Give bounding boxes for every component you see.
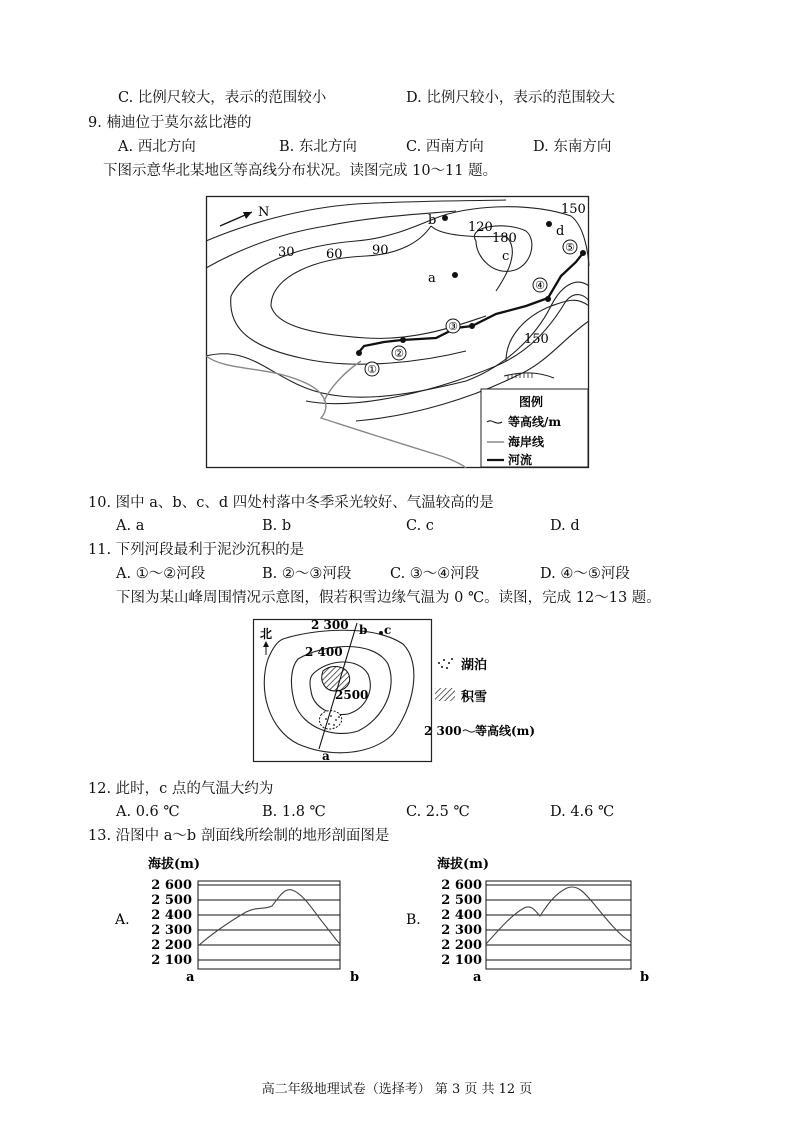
q12-option-d: D. 4.6 ℃: [550, 804, 615, 820]
profile-a-tick-2200: 2 200: [151, 938, 192, 953]
contour-2400: 2 400: [305, 645, 343, 659]
contour-label-120: 120: [468, 220, 493, 235]
profile-a-tick-2100: 2 100: [151, 953, 192, 968]
legend-lake: 湖泊: [461, 658, 488, 673]
q11-option-a: A. ①～②河段: [116, 566, 206, 582]
q12-stem: 12. 此时，c 点的气温大约为: [88, 781, 274, 797]
segment-label-5: ⑤: [565, 241, 575, 254]
contour-label-150-bottom: 150: [524, 332, 549, 347]
page-footer: 高二年级地理试卷（选择考） 第 3 页 共 12 页: [261, 1082, 533, 1097]
profile-b-tick-2400: 2 400: [441, 908, 482, 923]
north-label: N: [258, 205, 270, 220]
q9-option-d: D. 东南方向: [533, 139, 612, 155]
contour-label-180: 180: [492, 231, 517, 246]
contour-label-30: 30: [278, 245, 295, 260]
profile-chart-b: [402, 852, 648, 987]
point-label-b: b: [428, 213, 437, 228]
point-label-d: d: [556, 224, 565, 239]
q8-option-c: C. 比例尺较大，表示的范围较小: [118, 90, 327, 106]
q13-stem: 13. 沿图中 a～b 剖面线所绘制的地形剖面图是: [88, 828, 390, 844]
point-a: a: [322, 749, 330, 763]
q10-option-c: C. c: [406, 518, 434, 534]
profile-b-right: b: [640, 970, 650, 985]
profile-b-tick-2100: 2 100: [441, 953, 482, 968]
point-b: b: [359, 623, 368, 637]
q9-stem: 9. 楠迪位于莫尔兹比港的: [88, 115, 252, 131]
legend-contour: 等高线/m: [508, 415, 562, 429]
legend-contour-number: 2 300: [424, 724, 462, 738]
profile-a-tick-2500: 2 500: [151, 893, 192, 908]
legend-title: 图例: [519, 395, 544, 409]
profile-a-tick-2300: 2 300: [151, 923, 192, 938]
north-label-2: 北: [260, 627, 273, 641]
peak-map-2: [253, 619, 433, 763]
segment-label-2: ②: [394, 347, 404, 360]
legend-snow: 积雪: [461, 690, 488, 705]
legend-river: 河流: [508, 453, 533, 467]
q11-option-b: B. ②～③河段: [262, 566, 352, 582]
legend-coastline: 海岸线: [508, 435, 545, 449]
profile-a-right: b: [350, 970, 360, 985]
profile-b-ylabel: 海拔(m): [437, 857, 490, 872]
q9-option-a: A. 西北方向: [118, 139, 196, 155]
profile-b-left: a: [473, 970, 482, 985]
q10-option-a: A. a: [116, 518, 145, 534]
q11-stem: 11. 下列河段最利于泥沙沉积的是: [88, 542, 305, 558]
profile-chart-a: [114, 852, 360, 987]
contour-2300: 2 300: [311, 618, 349, 632]
q11-option-d: D. ④～⑤河段: [540, 566, 630, 582]
q9-option-b: B. 东北方向: [279, 139, 357, 155]
q10-stem: 10. 图中 a、b、c、d 四处村落中冬季采光较好、气温较高的是: [88, 495, 494, 511]
profile-b-option: B.: [406, 912, 421, 928]
intro-12-13: 下图为某山峰周围情况示意图，假若积雪边缘气温为 0 ℃。读图，完成 12～13 题。: [116, 590, 661, 606]
profile-b-tick-2500: 2 500: [441, 893, 482, 908]
contour-map-1: [206, 196, 590, 469]
q9-option-c: C. 西南方向: [406, 139, 484, 155]
contour-label-60: 60: [326, 247, 343, 262]
profile-a-ylabel: 海拔(m): [148, 857, 201, 872]
profile-a-tick-2600: 2 600: [151, 878, 192, 893]
point-label-c: c: [502, 249, 510, 264]
point-c: c: [384, 623, 392, 637]
segment-label-4: ④: [535, 279, 545, 292]
q8-option-d: D. 比例尺较小，表示的范围较大: [406, 90, 615, 106]
q12-option-c: C. 2.5 ℃: [406, 804, 470, 820]
contour-2500: 2500: [335, 688, 369, 702]
q10-option-b: B. b: [262, 518, 292, 534]
q12-option-a: A. 0.6 ℃: [116, 804, 180, 820]
q12-option-b: B. 1.8 ℃: [262, 804, 326, 820]
profile-b-tick-2300: 2 300: [441, 923, 482, 938]
profile-a-option: A.: [115, 912, 130, 928]
profile-a-tick-2400: 2 400: [151, 908, 192, 923]
contour-label-90: 90: [372, 243, 389, 258]
q11-option-c: C. ③～④河段: [390, 566, 480, 582]
profile-b-tick-2600: 2 600: [441, 878, 482, 893]
point-label-a: a: [428, 271, 436, 286]
contour-label-150-top: 150: [561, 202, 586, 217]
legend-contour-unit: 等高线(m): [475, 724, 536, 738]
q10-option-d: D. d: [550, 518, 580, 534]
segment-label-1: ①: [367, 363, 377, 376]
profile-b-tick-2200: 2 200: [441, 938, 482, 953]
map2-legend: [424, 650, 553, 745]
segment-label-3: ③: [448, 320, 458, 333]
profile-a-left: a: [186, 970, 195, 985]
intro-10-11: 下图示意华北某地区等高线分布状况。读图完成 10～11 题。: [103, 163, 498, 179]
